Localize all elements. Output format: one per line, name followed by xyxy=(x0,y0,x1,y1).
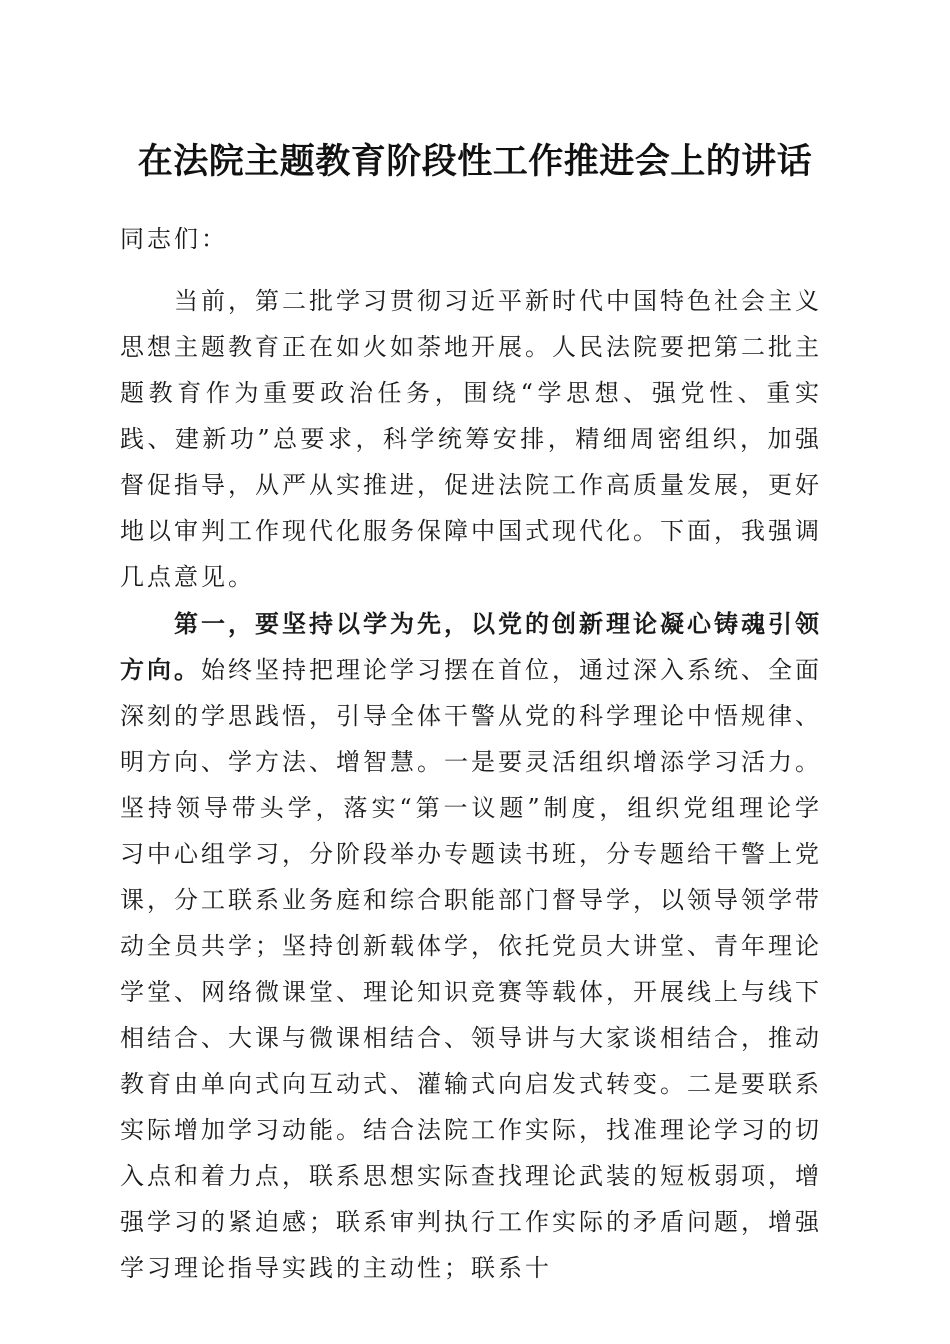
document-body xyxy=(120,225,822,1291)
paragraph-2 xyxy=(120,601,822,1291)
paragraph-1: 当前，第二批学习贯彻习近平新时代中国特色社会主义思想主题教育正在如火如荼地开展。人民法院要把第二批主题教育作为重要政治任务，围绕“学思想、强党性、重实践、建新功”总要求，科学统筹安排，精细周密组织，加强督促指导，从严从实推进，促进法院工作高质量发展，更好地以审判工作现代化服务保障中国式现代化。下面，我强调几点意见。 xyxy=(120,287,822,591)
paragraph-2-body: 始终坚持把理论学习摆在首位，通过深入系统、全面深刻的学思践悟，引导全体干警从党的科学理论中悟规律、明方向、学方法、增智慧。一是要灵活组织增添学习活力。坚持领导带头学，落实“第一议题”制度，组织党组理论学习中心组学习，分阶段举办专题读书班，分专题给干警上党课，分工联系业务庭和综合职能部门督导学，以领导领学带动全员共学；坚持创新载体学，依托党员大讲堂、青年理论学堂、网络微课堂、理论知识竞赛等载体，开展线上与线下相结合、大课与微课相结合、领导讲与大家谈相结合，推动教育由单向式向互动式、灌输式向启发式转变。二是要联系实际增加学习动能。结合法院工作实际，找准理论学习的切入点和着力点，联系思想实际查找理论武装的短板弱项，增强学习的紧迫感；联系审判执行工作实际的矛盾问题，增强学习理论指导实践的主动性；联系十 xyxy=(120,656,822,1282)
document-title: 在法院主题教育阶段性工作推进会上的讲话 xyxy=(137,141,813,182)
paragraph-2-lead: 第一，要坚持以学为先，以党的创新理论凝心铸魂引领方向。 xyxy=(120,609,822,684)
salutation: 同志们： xyxy=(120,225,228,253)
